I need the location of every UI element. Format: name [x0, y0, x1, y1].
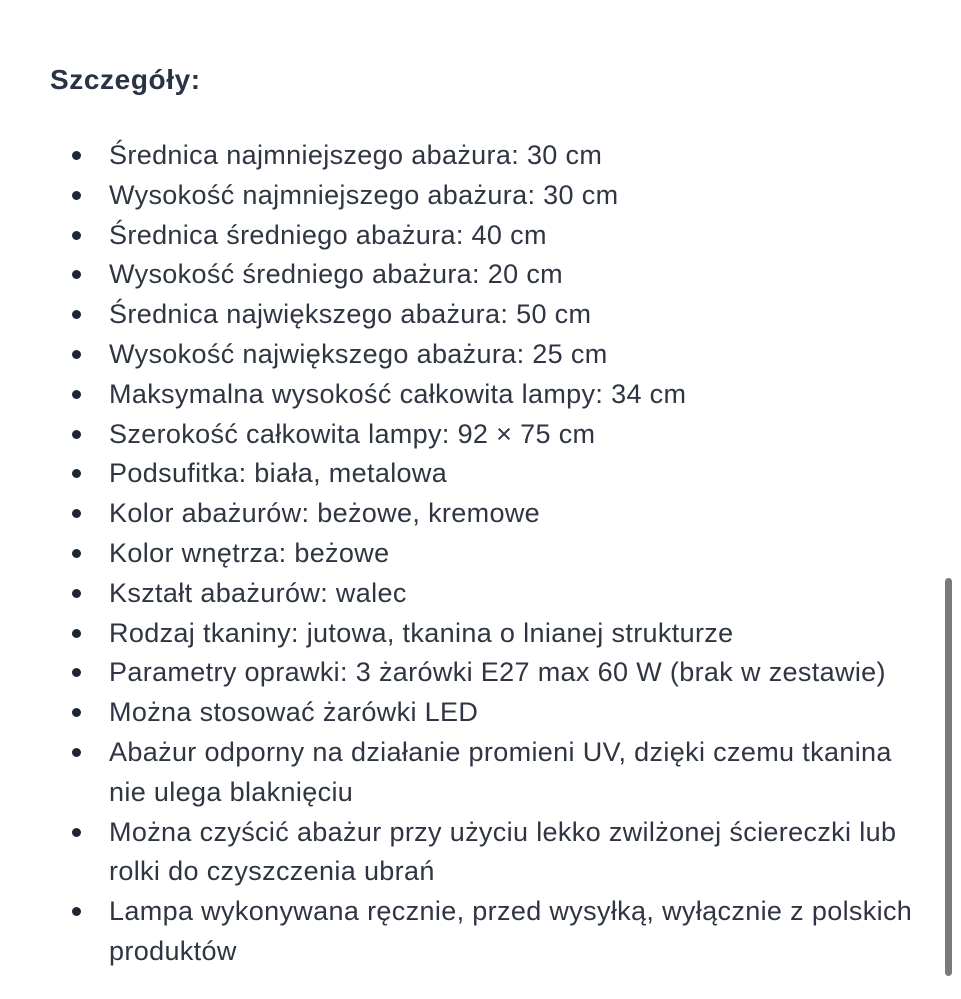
bullet-icon	[72, 310, 81, 319]
details-section	[50, 58, 920, 972]
list-item	[50, 494, 920, 534]
list-item-text: Średnica najmniejszego abażura: 30 cm	[109, 140, 603, 170]
list-item	[50, 534, 920, 574]
section-heading: Szczegóły:	[50, 64, 201, 95]
list-item	[50, 335, 920, 375]
list-item	[50, 813, 920, 893]
bullet-icon	[72, 231, 81, 240]
bullet-icon	[72, 390, 81, 399]
list-item	[50, 733, 920, 813]
list-item-text: Parametry oprawki: 3 żarówki E27 max 60 W (brak w zestawie)	[109, 657, 886, 688]
list-item	[50, 454, 920, 494]
list-item	[50, 255, 920, 295]
list-item	[50, 574, 920, 614]
list-item	[50, 216, 920, 256]
list-item	[50, 653, 920, 693]
list-item-text: Kolor wnętrza: beżowe	[109, 537, 390, 568]
list-item	[50, 415, 920, 455]
list-item-text: Wysokość średniego abażura: 20 cm	[109, 259, 564, 290]
list-item-text: Można stosować żarówki LED	[109, 697, 479, 728]
details-list	[50, 136, 920, 972]
list-item-text: Kolor abażurów: beżowe, kremowe	[109, 498, 541, 529]
bullet-icon	[72, 828, 81, 837]
bullet-icon	[72, 270, 81, 279]
list-item-text: Można czyścić abażur przy użyciu lekko zwilżonej ściereczki lub rolki do czyszczenia ubrań	[109, 816, 897, 887]
bullet-icon	[72, 509, 81, 518]
list-item	[50, 614, 920, 654]
bullet-icon	[72, 748, 81, 757]
bullet-icon	[72, 668, 81, 677]
bullet-icon	[72, 708, 81, 717]
list-item	[50, 136, 920, 176]
list-item-text: Wysokość najmniejszego abażura: 30 cm	[109, 179, 619, 210]
list-item	[50, 693, 920, 733]
list-item-text: Maksymalna wysokość całkowita lampy: 34 cm	[109, 378, 687, 409]
list-item-text: Kształt abażurów: walec	[109, 577, 407, 608]
bullet-icon	[72, 549, 81, 558]
bullet-icon	[72, 907, 81, 916]
bullet-icon	[72, 151, 81, 160]
bullet-icon	[72, 469, 81, 478]
list-item	[50, 295, 920, 335]
bullet-icon	[72, 350, 81, 359]
list-item-text: Lampa wykonywana ręcznie, przed wysyłką, wyłącznie z polskich produktów	[109, 896, 913, 966]
bullet-icon	[72, 589, 81, 598]
list-item-text: Podsufitka: biała, metalowa	[109, 458, 448, 489]
list-item-text: Wysokość największego abażura: 25 cm	[109, 338, 608, 369]
list-item	[50, 176, 920, 216]
list-item	[50, 892, 920, 972]
vertical-scrollbar-thumb[interactable]	[945, 578, 952, 976]
bullet-icon	[72, 629, 81, 638]
bullet-icon	[72, 430, 81, 439]
bullet-icon	[72, 191, 81, 200]
list-item-text: Średnica największego abażura: 50 cm	[109, 299, 592, 330]
list-item-text: Rodzaj tkaniny: jutowa, tkanina o lnianej strukturze	[109, 617, 734, 648]
list-item-text: Szerokość całkowita lampy: 92 × 75 cm	[109, 418, 596, 449]
list-item	[50, 375, 920, 415]
list-item-text: Abażur odporny na działanie promieni UV, dzięki czemu tkanina nie ulega blaknięciu	[109, 736, 892, 807]
list-item-text: Średnica średniego abażura: 40 cm	[109, 219, 547, 250]
